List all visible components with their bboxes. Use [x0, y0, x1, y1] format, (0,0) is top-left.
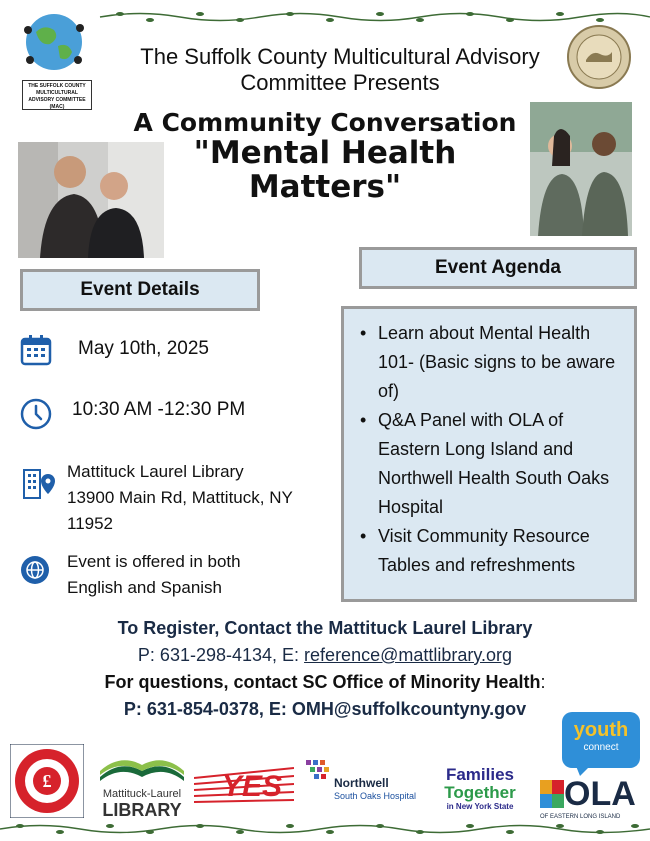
clock-icon [19, 397, 53, 431]
book-icon [96, 753, 188, 783]
questions-text: For questions, contact SC Office of Minority Health [104, 672, 541, 692]
questions-line [0, 669, 650, 696]
mattituck-line-1: Mattituck-Laurel [102, 788, 182, 800]
families-line-3: in New York State [446, 802, 514, 811]
northwell-mark-icon [306, 760, 336, 790]
agenda-item: • Q&A Panel with OLA of Eastern Long Island and Northwell Health South Oaks Hospital [366, 406, 622, 522]
organizer-title [110, 44, 570, 96]
families-line-2: Together [444, 783, 516, 802]
vine-border-top [0, 10, 650, 24]
event-agenda-heading: Event Agenda [359, 247, 637, 289]
photo-two-women [530, 102, 632, 236]
mac-logo-caption: THE SUFFOLK COUNTY MULTICULTURAL ADVISORY COMMITTEE (MAC) [22, 80, 92, 110]
town-of-southold-logo [10, 744, 84, 818]
register-email-link[interactable]: reference@mattlibrary.org [304, 645, 513, 665]
event-language [67, 549, 241, 601]
event-location [67, 459, 293, 537]
agenda-item: • Learn about Mental Health 101- (Basic signs to be aware of) [366, 319, 622, 406]
building-location-icon [20, 462, 58, 500]
calendar-icon [20, 334, 52, 366]
event-details-heading: Event Details [20, 269, 260, 311]
yes-logo [194, 758, 294, 818]
agenda-item: • Visit Community Resource Tables and refreshments [366, 522, 622, 580]
seal-icon [566, 24, 632, 90]
mac-globe-logo [18, 8, 90, 76]
vine-border-bottom [0, 822, 650, 836]
agenda-box [341, 306, 637, 602]
youth-line-1: youth [573, 719, 629, 741]
language-line-2: English and Spanish [67, 578, 223, 597]
yes-text: YES [222, 770, 283, 803]
globe-language-icon [20, 555, 50, 585]
questions-colon: : [540, 672, 546, 692]
event-name-line-1: "Mental Health [193, 135, 457, 171]
families-line-1: Families [445, 765, 515, 784]
photo-two-men [18, 142, 164, 258]
ola-mark-icon [540, 780, 564, 808]
event-date: May 10th, 2025 [78, 338, 209, 359]
mattituck-laurel-library-logo [96, 753, 188, 819]
location-zip: 11952 [67, 514, 114, 533]
register-line: To Register, Contact the Mattituck Laurel Library [117, 618, 533, 638]
mattituck-line-2: LIBRARY [102, 800, 182, 820]
globe-icon [18, 8, 90, 76]
families-together-logo [432, 766, 528, 818]
register-phone: P: 631-298-4134, E: [137, 645, 305, 665]
northwell-logo [306, 760, 426, 810]
event-name-line-2: Matters" [248, 169, 402, 205]
language-line-1: Event is offered in both [67, 552, 241, 571]
ola-text: OLA [564, 775, 636, 813]
agenda-list [352, 319, 622, 580]
event-time: 10:30 AM -12:30 PM [72, 399, 246, 420]
northwell-sub: South Oaks Hospital [334, 791, 417, 801]
youth-line-2: connect [583, 742, 619, 753]
questions-contact: P: 631-854-0378, E: OMH@suffolkcountyny.gov [123, 699, 527, 719]
county-seal [566, 24, 632, 90]
ola-sub: OF EASTERN LONG ISLAND [540, 814, 621, 820]
location-name: Mattituck Laurel Library [67, 462, 244, 481]
event-type: A Community Conversation [133, 108, 517, 137]
svg-text:£: £ [42, 771, 52, 791]
youth-connect-logo [562, 712, 640, 768]
northwell-name: Northwell [334, 776, 389, 790]
title-line-2: Committee Presents [240, 70, 440, 95]
title-line-1: The Suffolk County Multicultural Advisory [140, 44, 540, 69]
ola-logo [540, 776, 644, 822]
location-address: 13900 Main Rd, Mattituck, NY [67, 488, 293, 507]
register-contact [0, 642, 650, 669]
